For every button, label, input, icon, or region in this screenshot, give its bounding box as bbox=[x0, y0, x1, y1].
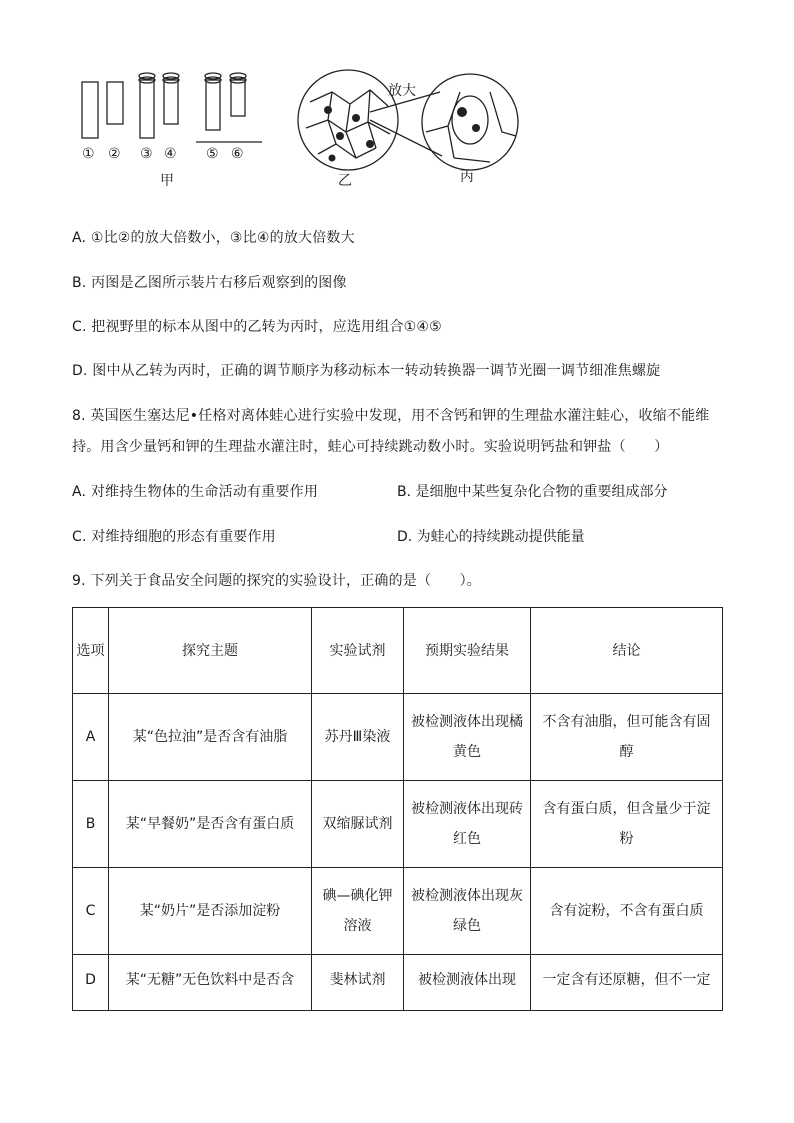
objective-5 bbox=[206, 80, 220, 130]
label-magnify: 放大 bbox=[388, 83, 416, 99]
label-yi: 乙 bbox=[338, 173, 352, 189]
table-row bbox=[73, 868, 723, 955]
label-3: ③ bbox=[140, 146, 153, 162]
q7-option-a: A. ①比②的放大倍数小，③比④的放大倍数大 bbox=[72, 230, 355, 246]
label-5: ⑤ bbox=[206, 146, 219, 162]
header-conclusion: 结论 bbox=[531, 608, 723, 694]
cell-conclusion: 含有淀粉，不含有蛋白质 bbox=[531, 868, 723, 955]
cell-conclusion: 一定含有还原糖，但不一定 bbox=[531, 955, 723, 1011]
cell-conclusion: 不含有油脂，但可能含有固醇 bbox=[531, 694, 723, 781]
microscope-figure bbox=[70, 62, 530, 192]
cell-reagent: 碘—碘化钾溶液 bbox=[312, 868, 404, 955]
objective-3 bbox=[140, 80, 154, 138]
cell-reagent: 双缩脲试剂 bbox=[312, 781, 404, 868]
cell-expected: 被检测液体出现灰绿色 bbox=[404, 868, 531, 955]
table-row bbox=[73, 781, 723, 868]
label-jia: 甲 bbox=[160, 173, 174, 189]
header-expected: 预期实验结果 bbox=[404, 608, 531, 694]
objective-6 bbox=[231, 80, 245, 116]
field-bing bbox=[422, 74, 518, 170]
q9-table bbox=[72, 607, 723, 1011]
cell-option: D bbox=[73, 955, 109, 1011]
cell-topic: 某“色拉油”是否含有油脂 bbox=[109, 694, 312, 781]
cell-conclusion: 含有蛋白质，但含量少于淀粉 bbox=[531, 781, 723, 868]
label-6: ⑥ bbox=[231, 146, 244, 162]
q8-option-a: A. 对维持生物体的生命活动有重要作用 bbox=[72, 484, 319, 500]
cell-expected: 被检测液体出现 bbox=[404, 955, 531, 1011]
cell-option: A bbox=[73, 694, 109, 781]
table-row bbox=[73, 955, 723, 1011]
cell-expected: 被检测液体出现橘黄色 bbox=[404, 694, 531, 781]
q8-option-d: D. 为蛙心的持续跳动提供能量 bbox=[397, 529, 585, 545]
header-topic: 探究主题 bbox=[109, 608, 312, 694]
objective-4 bbox=[164, 80, 178, 124]
eyepiece-1 bbox=[82, 82, 98, 138]
cell-topic: 某“奶片”是否添加淀粉 bbox=[109, 868, 312, 955]
cell-topic: 某“早餐奶”是否含有蛋白质 bbox=[109, 781, 312, 868]
q7-option-c: C. 把视野里的标本从图中的乙转为丙时，应选用组合①④⑤ bbox=[72, 319, 442, 335]
cell-reagent: 苏丹Ⅲ染液 bbox=[312, 694, 404, 781]
label-bing: 丙 bbox=[460, 169, 474, 185]
q7-option-d: D. 图中从乙转为丙时，正确的调节顺序为移动标本一转动转换器一调节光圈一调节细准焦螺旋 bbox=[72, 363, 661, 379]
header-reagent: 实验试剂 bbox=[312, 608, 404, 694]
q8-stem-line1: 8. 英国医生塞达尼•任格对离体蛙心进行实验中发现，用不含钙和钾的生理盐水灌注蛙心，收缩不能维 bbox=[72, 408, 710, 424]
q9-stem: 9. 下列关于食品安全问题的探究的实验设计，正确的是（ ）。 bbox=[72, 573, 482, 589]
cell-topic: 某“无糖”无色饮料中是否含 bbox=[109, 955, 312, 1011]
q8-stem-line2: 持。用含少量钙和钾的生理盐水灌注时，蛙心可持续跳动数小时。实验说明钙盐和钾盐（ ） bbox=[72, 439, 669, 455]
cell-expected: 被检测液体出现砖红色 bbox=[404, 781, 531, 868]
q8-option-c: C. 对维持细胞的形态有重要作用 bbox=[72, 529, 276, 545]
q8-option-b: B. 是细胞中某些复杂化合物的重要组成部分 bbox=[397, 484, 668, 500]
eyepiece-2 bbox=[107, 82, 123, 124]
cell-option: B bbox=[73, 781, 109, 868]
q7-option-b: B. 丙图是乙图所示装片右移后观察到的图像 bbox=[72, 275, 347, 291]
label-4: ④ bbox=[164, 146, 177, 162]
table-row bbox=[73, 694, 723, 781]
cell-option: C bbox=[73, 868, 109, 955]
label-2: ② bbox=[108, 146, 121, 162]
cell-reagent: 斐林试剂 bbox=[312, 955, 404, 1011]
header-option: 选项 bbox=[73, 608, 109, 694]
table-header-row bbox=[73, 608, 723, 694]
label-1: ① bbox=[82, 146, 95, 162]
